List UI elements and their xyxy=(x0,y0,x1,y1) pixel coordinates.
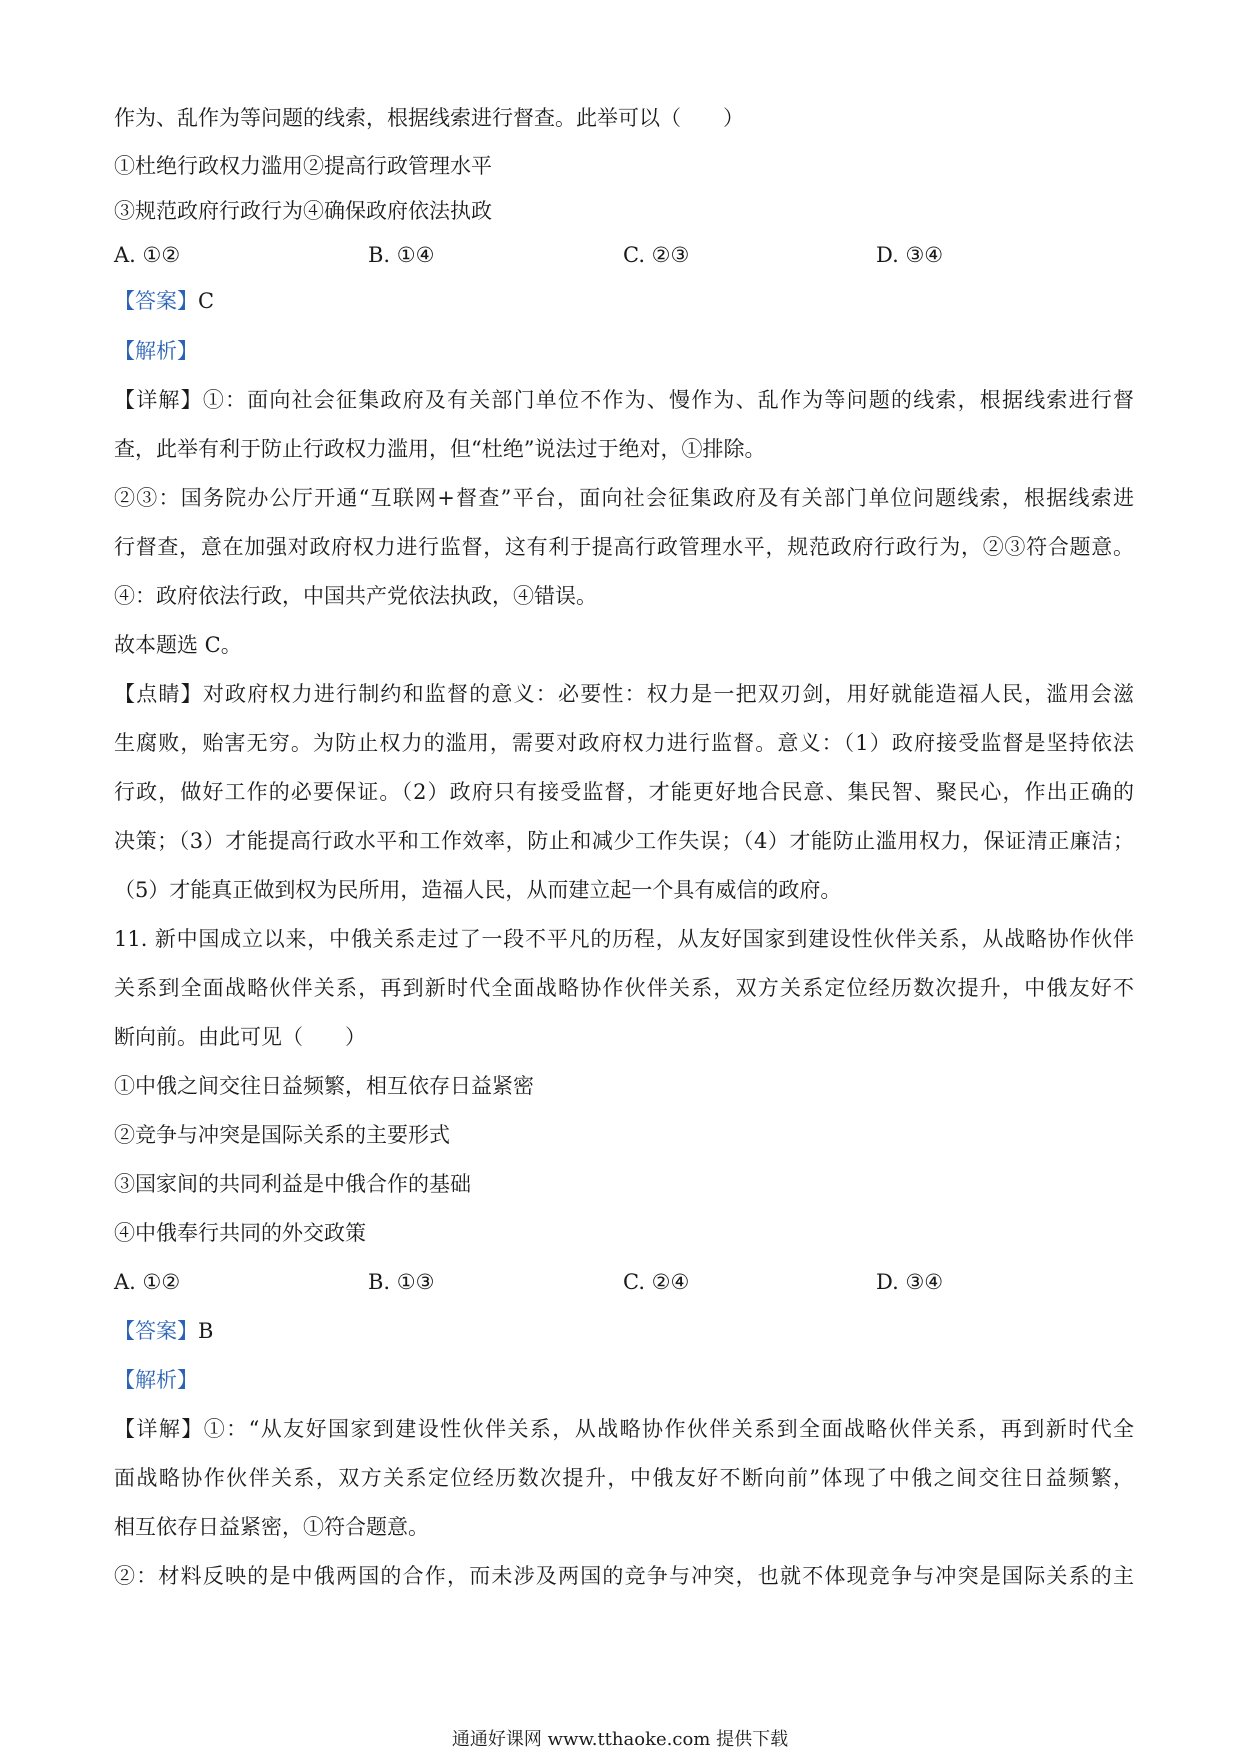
q10-point-line-4: 决策；（3）才能提高行政水平和工作效率，防止和减少工作失误；（4）才能防止滥用权力，保证清正廉洁； xyxy=(114,829,1134,853)
q10-point-line-1: 【点睛】对政府权力进行制约和监督的意义：必要性：权力是一把双刃剑，用好就能造福人民，滥用会滋 xyxy=(114,682,1135,706)
q10-conclusion: 故本题选 C。 xyxy=(114,633,242,657)
q10-point-line-3: 行政，做好工作的必要保证。（2）政府只有接受监督，才能更好地合民意、集民智、聚民心，作出正确的 xyxy=(114,780,1134,804)
q10-analysis-tag: 【解析】 xyxy=(114,339,198,363)
q10-option-a: A. ①② xyxy=(114,243,181,267)
q10-detail-line-5: ④：政府依法行政，中国共产党依法执政，④错误。 xyxy=(114,584,597,608)
q11-option-a: A. ①② xyxy=(114,1270,181,1294)
q11-stem-line-3: 断向前。由此可见（ ） xyxy=(114,1025,366,1049)
q10-option-b: B. ①④ xyxy=(368,243,435,267)
q11-choice-3: ③国家间的共同利益是中俄合作的基础 xyxy=(114,1172,471,1196)
q10-detail-line-2: 查，此举有利于防止行政权力滥用，但“杜绝”说法过于绝对，①排除。 xyxy=(114,437,766,461)
q10-detail-line-1: 【详解】①：面向社会征集政府及有关部门单位不作为、慢作为、乱作为等问题的线索，根据线索进行督 xyxy=(114,388,1135,412)
answer-value: C xyxy=(198,289,215,313)
q11-option-d: D. ③④ xyxy=(876,1270,944,1294)
q10-option-c: C. ②③ xyxy=(623,243,690,267)
q11-stem-line-1: 11. 新中国成立以来，中俄关系走过了一段不平凡的历程，从友好国家到建设性伙伴关系，从战略协作伙伴 xyxy=(114,927,1134,951)
q11-analysis-tag: 【解析】 xyxy=(114,1368,198,1392)
answer-tag: 【答案】 xyxy=(114,289,198,313)
q10-point-line-2: 生腐败，贻害无穷。为防止权力的滥用，需要对政府权力进行监督。意义：（1）政府接受监督是坚持依法 xyxy=(114,731,1134,755)
page-footer: 通通好课网 www.tthaoke.com 提供下载 xyxy=(451,1729,789,1750)
q10-point-line-5: （5）才能真正做到权为民所用，造福人民，从而建立起一个具有威信的政府。 xyxy=(114,878,842,902)
detail-tag: 【详解】 xyxy=(114,1417,204,1441)
q10-stem: 作为、乱作为等问题的线索，根据线索进行督查。此举可以（ ） xyxy=(114,106,744,130)
q11-detail-line-2: 面战略协作伙伴关系，双方关系定位经历数次提升，中俄友好不断向前”体现了中俄之间交往日益频繁， xyxy=(114,1466,1134,1490)
q11-answer xyxy=(114,1316,1134,1346)
q10-choice-1: ①杜绝行政权力滥用②提高行政管理水平 xyxy=(114,154,492,178)
point-tag: 【点睛】 xyxy=(114,682,203,706)
q11-detail-line-1: 【详解】①：“从友好国家到建设性伙伴关系，从战略协作伙伴关系到全面战略伙伴关系，再到新时代全 xyxy=(114,1417,1135,1441)
q11-choice-2: ②竞争与冲突是国际关系的主要形式 xyxy=(114,1123,450,1147)
q11-detail-line-4: ②：材料反映的是中俄两国的合作，而未涉及两国的竞争与冲突，也就不体现竞争与冲突是国际关系的主 xyxy=(114,1564,1134,1588)
q11-option-c: C. ②④ xyxy=(623,1270,690,1294)
answer-tag: 【答案】 xyxy=(114,1319,198,1343)
q10-detail-line-3: ②③：国务院办公厅开通“互联网+督查”平台，面向社会征集政府及有关部门单位问题线索，根据线索进 xyxy=(114,486,1134,510)
q10-option-d: D. ③④ xyxy=(876,243,944,267)
detail-tag: 【详解】 xyxy=(114,388,203,412)
q10-answer xyxy=(114,286,1134,316)
answer-value: B xyxy=(198,1319,214,1343)
q10-detail-line-4: 行督查，意在加强对政府权力进行监督，这有利于提高行政管理水平，规范政府行政行为，②③符合题意。 xyxy=(114,535,1134,559)
q11-choice-4: ④中俄奉行共同的外交政策 xyxy=(114,1221,366,1245)
q11-stem-line-2: 关系到全面战略伙伴关系，再到新时代全面战略协作伙伴关系，双方关系定位经历数次提升，中俄友好不 xyxy=(114,976,1134,1000)
q11-choice-1: ①中俄之间交往日益频繁，相互依存日益紧密 xyxy=(114,1074,534,1098)
q10-choice-2: ③规范政府行政行为④确保政府依法执政 xyxy=(114,199,492,223)
q11-option-b: B. ①③ xyxy=(368,1270,435,1294)
q11-detail-line-3: 相互依存日益紧密，①符合题意。 xyxy=(114,1515,429,1539)
